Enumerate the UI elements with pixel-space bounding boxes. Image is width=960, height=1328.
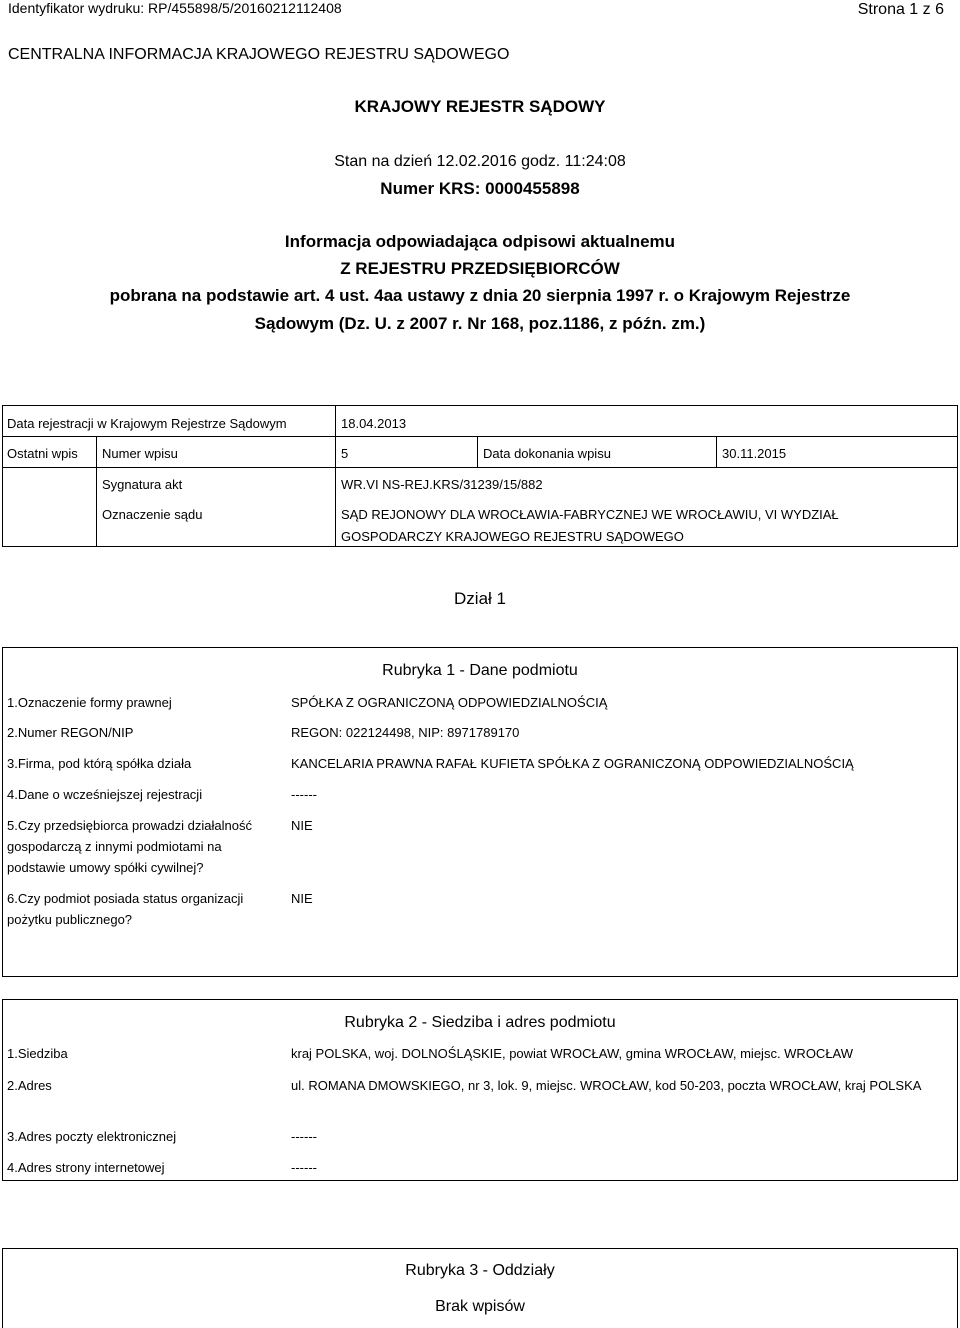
rubric-1-value: ------ — [291, 787, 317, 802]
print-identifier: Identyfikator wydruku: RP/455898/5/20160212112408 — [8, 0, 342, 16]
section-title: Dział 1 — [454, 589, 506, 608]
rubric-1-title: Rubryka 1 - Dane podmiotu — [382, 662, 578, 679]
rubric-2-label: 1.Siedziba — [7, 1046, 68, 1061]
entry-date-value: 30.11.2015 — [722, 446, 787, 461]
case-signature-label: Sygnatura akt — [102, 477, 183, 492]
rubric-2-value: ul. ROMANA DMOWSKIEGO, nr 3, lok. 9, miejsc. WROCŁAW, kod 50-203, poczta WROCŁAW, kraj POLSKA — [291, 1078, 922, 1093]
rubric-1-value: REGON: 022124498, NIP: 8971789170 — [291, 725, 520, 740]
rubric-2-label: 2.Adres — [7, 1078, 52, 1093]
rubric-1-value: NIE — [291, 818, 313, 833]
page-number: Strona 1 z 6 — [857, 1, 944, 18]
registration-date-label: Data rejestracji w Krajowym Rejestrze Sądowym — [7, 416, 287, 431]
entry-number-value: 5 — [341, 446, 349, 461]
last-entry-label: Ostatni wpis — [7, 446, 78, 461]
rubric-2-value: kraj POLSKA, woj. DOLNOŚLĄSKIE, powiat WROCŁAW, gmina WROCŁAW, miejsc. WROCŁAW — [291, 1046, 854, 1061]
rubric-1-label: 6.Czy podmiot posiada status organizacji pożytku publicznego? — [7, 891, 244, 927]
krs-number: Numer KRS: 0000455898 — [380, 179, 580, 198]
rubric-2-label: 3.Adres poczty elektronicznej — [7, 1129, 177, 1144]
entry-date-label: Data dokonania wpisu — [483, 446, 611, 461]
rubric-1-value: SPÓŁKA Z OGRANICZONĄ ODPOWIEDZIALNOŚCIĄ — [291, 695, 608, 710]
court-label: Oznaczenie sądu — [102, 507, 203, 522]
info-line: Sądowym (Dz. U. z 2007 r. Nr 168, poz.1186, z późn. zm.) — [254, 314, 706, 333]
rubric-2-label: 4.Adres strony internetowej — [7, 1160, 165, 1175]
rubric-2-value: ------ — [291, 1160, 317, 1175]
court-value: SĄD REJONOWY DLA WROCŁAWIA-FABRYCZNEJ WE WROCŁAWIU, VI WYDZIAŁ — [341, 507, 839, 522]
rubric-1-value: NIE — [291, 891, 313, 906]
rubric-1-label: 5.Czy przedsiębiorca prowadzi działalność gospodarczą z innymi podmiotami na podstawie umowy spółki cywilnej? — [7, 818, 252, 875]
rubric-1-label: 2.Numer REGON/NIP — [7, 725, 134, 740]
rubric-1-label: 1.Oznaczenie formy prawnej — [7, 695, 172, 710]
org-name: CENTRALNA INFORMACJA KRAJOWEGO REJESTRU SĄDOWEGO — [8, 46, 510, 63]
info-line: Informacja odpowiadająca odpisowi aktualnemu — [284, 232, 676, 251]
court-value: GOSPODARCZY KRAJOWEGO REJESTRU SĄDOWEGO — [341, 529, 684, 544]
state-date: Stan na dzień 12.02.2016 godz. 11:24:08 — [334, 153, 626, 170]
register-title: KRAJOWY REJESTR SĄDOWY — [354, 97, 606, 116]
entry-number-label: Numer wpisu — [102, 446, 178, 461]
case-signature-value: WR.VI NS-REJ.KRS/31239/15/882 — [341, 477, 543, 492]
rubric-3-empty: Brak wpisów — [435, 1298, 525, 1315]
registration-date-value: 18.04.2013 — [341, 416, 407, 431]
rubric-2-value: ------ — [291, 1129, 317, 1144]
rubric-1-value: KANCELARIA PRAWNA RAFAŁ KUFIETA SPÓŁKA Z OGRANICZONĄ ODPOWIEDZIALNOŚCIĄ — [291, 756, 854, 771]
rubric-1-label: 4.Dane o wcześniejszej rejestracji — [7, 787, 203, 802]
rubric-3-title: Rubryka 3 - Oddziały — [405, 1262, 555, 1279]
rubric-2-title: Rubryka 2 - Siedziba i adres podmiotu — [344, 1014, 616, 1031]
info-line: pobrana na podstawie art. 4 ust. 4aa ustawy z dnia 20 sierpnia 1997 r. o Krajowym Rejestrze — [109, 286, 851, 305]
info-line: Z REJESTRU PRZEDSIĘBIORCÓW — [340, 259, 620, 278]
rubric-1-label: 3.Firma, pod którą spółka działa — [7, 756, 192, 771]
